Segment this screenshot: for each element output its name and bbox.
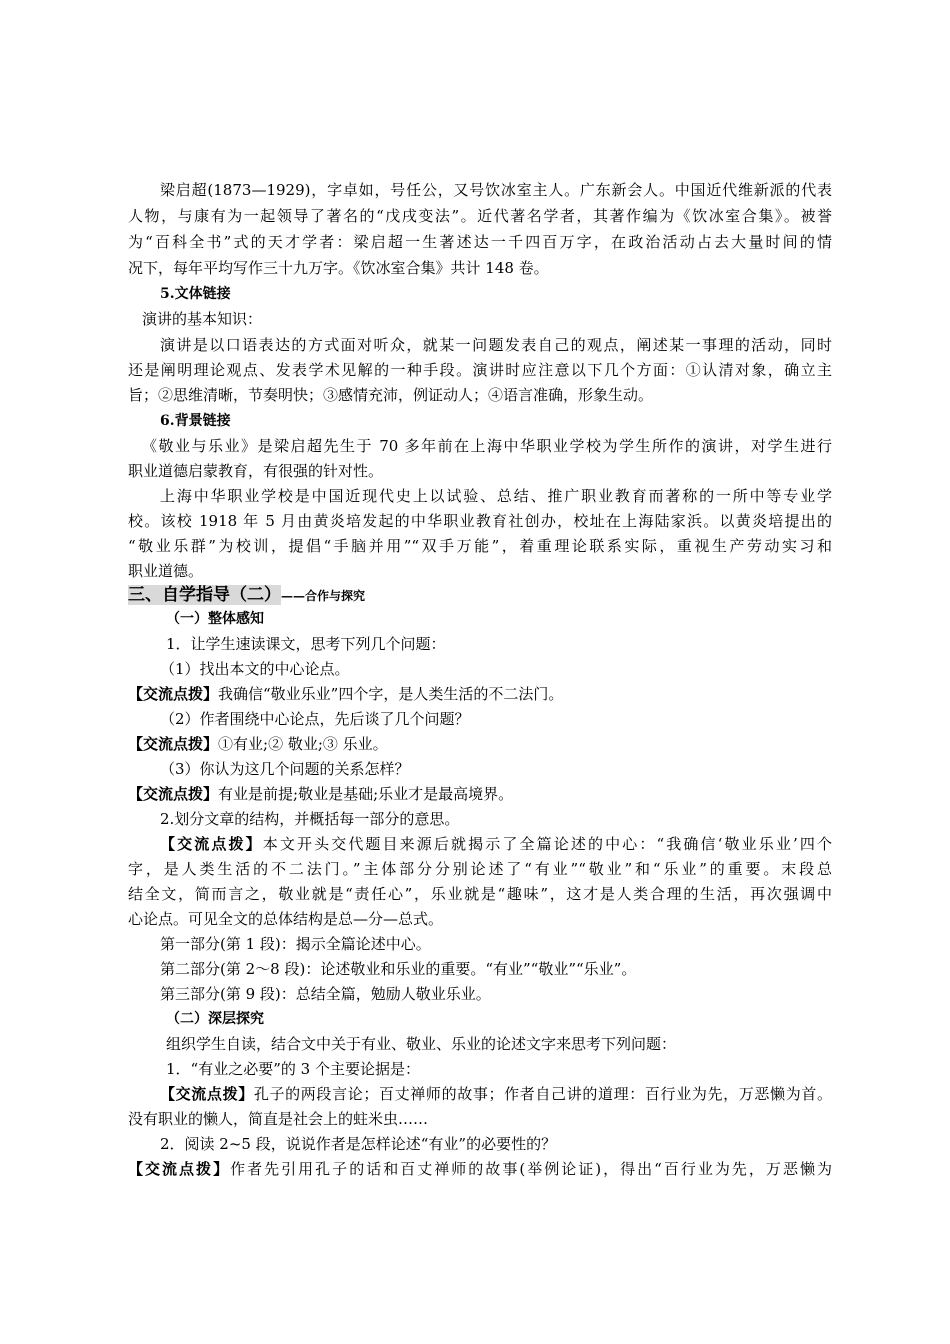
deep-answer-1-line-2: 没有职业的懒人，简直是社会上的蛀米虫……	[128, 1110, 429, 1128]
section-3-subtitle: ——合作与探究	[281, 589, 366, 603]
overall-question-1-1: （1）找出本文的中心论点。	[160, 660, 350, 678]
exchange-tag: 【交流点拨】	[128, 785, 219, 803]
structure-part-1: 第一部分(第 1 段)：揭示全篇论述中心。	[160, 935, 431, 953]
exchange-tag: 【交流点拨】	[128, 1160, 231, 1178]
overall-answer-2-line-1	[160, 834, 832, 854]
deep-question-1: 1．“有业之必要”的 3 个主要论据是：	[166, 1060, 420, 1078]
exchange-tag: 【交流点拨】	[160, 1085, 254, 1103]
deep-heading: （二）深层探究	[166, 1011, 264, 1027]
structure-part-2: 第二部分(第 2～8 段)：论述敬业和乐业的重要。“有业”“敬业”“乐业”。	[160, 960, 637, 978]
section-3-title-text: 三、自学指导（二）	[128, 585, 281, 605]
bio-line-4: 况下，每年平均写作三十九万字。《饮冰室合集》共计 148 卷。	[128, 259, 549, 277]
overall-question-1-2: （2）作者围绕中心论点，先后谈了几个问题？	[160, 710, 470, 728]
answer-text: 我确信“敬业乐业”四个字，是人类生活的不二法门。	[218, 685, 564, 703]
background-p2-line-4: 职业道德。	[128, 562, 204, 580]
overall-heading: （一）整体感知	[166, 611, 264, 627]
background-p2-line-3: “敬业乐群”为校训，提倡“手脑并用”“双手万能”，着重理论联系实际，重视生产劳动实习和	[128, 537, 832, 555]
overall-answer-2-line-3: 结全文，简而言之，敬业就是“责任心”，乐业就是“趣味”，这才是人类合理的生活，再次强调中	[128, 885, 832, 903]
bio-line-2: 人物，与康有为一起领导了著名的“戊戌变法”。近代著名学者，其著作编为《饮冰室合集》。被誉	[128, 207, 832, 225]
overall-question-1: 1．让学生速读课文，思考下列几个问题：	[166, 635, 446, 653]
section-3-title	[128, 585, 365, 606]
deep-question-2: 2．阅读 2~5 段，说说作者是怎样论述“有业”的必要性的？	[160, 1135, 557, 1153]
overall-question-2: 2.划分文章的结构，并概括每一部分的意思。	[160, 810, 460, 828]
background-heading: 6.背景链接	[160, 413, 231, 429]
exchange-tag: 【交流点拨】	[160, 835, 263, 853]
exchange-tag: 【交流点拨】	[128, 735, 219, 753]
genre-heading: 5.文体链接	[160, 286, 231, 302]
overall-answer-2-line-2: 字，是人类生活的不二法门。”主体部分分别论述了“有业”“敬业”和“乐业”的重要。末段总	[128, 860, 832, 878]
deep-answer-2-line-1	[128, 1159, 832, 1179]
deep-intro: 组织学生自读，结合文中关于有业、敬业、乐业的论述文字来思考下列问题：	[166, 1035, 677, 1053]
overall-answer-2-line-4: 心论点。可见全文的总体结构是总—分—总式。	[128, 910, 444, 928]
genre-line-3: 旨；②思维清晰，节奏明快；③感情充沛，例证动人；④语言准确，形象生动。	[128, 386, 654, 404]
genre-line-1: 演讲是以口语表达的方式面对听众，就某一问题发表自己的观点，阐述某一事理的活动，同时	[160, 336, 832, 354]
structure-part-3: 第三部分(第 9 段)：总结全篇，勉励人敬业乐业。	[160, 985, 491, 1003]
genre-line-2: 还是阐明理论观点、发表学术见解的一种手段。演讲时应注意以下几个方面：①认清对象，确立主	[128, 361, 832, 379]
background-p1-line-1: 《敬业与乐业》是梁启超先生于 70 多年前在上海中华职业学校为学生所作的演讲，对学生进行	[142, 437, 832, 455]
background-p2-line-2: 校。该校 1918 年 5 月由黄炎培发起的中华职业教育社创办，校址在上海陆家浜。以黄炎培提出的	[128, 512, 832, 530]
answer-text: 本文开头交代题目来源后就揭示了全篇论述的中心：“我确信‘敬业乐业’四个	[262, 835, 832, 853]
answer-text: ①有业;② 敬业;③ 乐业。	[218, 735, 388, 753]
deep-answer-1-line-1	[160, 1084, 832, 1104]
background-p2-line-1: 上海中华职业学校是中国近现代史上以试验、总结、推广职业教育而著称的一所中等专业学	[160, 487, 832, 505]
answer-text: 孔子的两段言论；百丈禅师的故事；作者自己讲的道理：百行业为先，万恶懒为首。	[253, 1085, 832, 1103]
answer-text: 作者先引用孔子的话和百丈禅师的故事(举例论证)，得出“百行业为先，万恶懒为	[230, 1160, 832, 1178]
exchange-tag: 【交流点拨】	[128, 685, 219, 703]
bio-line-1: 梁启超(1873—1929)，字卓如，号任公，又号饮冰室主人。广东新会人。中国近代维新派的代表	[160, 181, 832, 199]
overall-answer-1-1	[128, 684, 563, 704]
genre-intro: 演讲的基本知识：	[142, 310, 263, 328]
overall-question-1-3: （3）你认为这几个问题的关系怎样？	[160, 760, 410, 778]
overall-answer-1-2	[128, 734, 388, 754]
answer-text: 有业是前提;敬业是基础;乐业才是最高境界。	[218, 785, 514, 803]
bio-line-3: 为“百科全书”式的天才学者：梁启超一生著述达一千四百万字，在政治活动占去大量时间的情	[128, 233, 832, 251]
overall-answer-1-3	[128, 784, 513, 804]
background-p1-line-2: 职业道德启蒙教育，有很强的针对性。	[128, 462, 384, 480]
